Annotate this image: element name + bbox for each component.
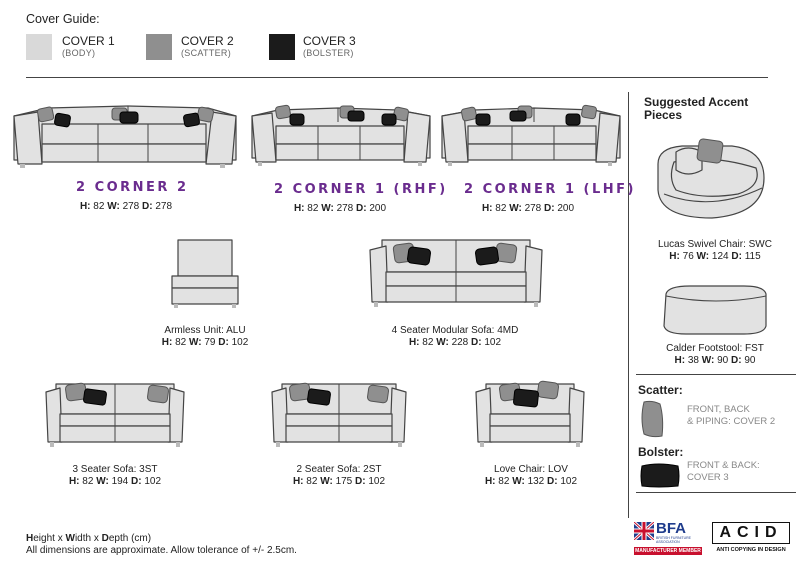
unit-alu-label xyxy=(140,325,270,349)
scatter-desc: FRONT, BACK & PIPING: COVER 2 xyxy=(687,404,776,427)
cover3-name: COVER 3 xyxy=(303,34,356,48)
corner-dims-2c2: H: 82 W: 278 D: 278 xyxy=(79,201,173,212)
cover1-sub: (BODY) xyxy=(62,48,96,58)
unit-3st-dims: H: 82 W: 194 D: 102 xyxy=(68,476,162,487)
unit-4md-dims: H: 82 W: 228 D: 102 xyxy=(408,337,502,348)
cover3-swatch xyxy=(269,34,295,60)
corner-sofa-lhf-image xyxy=(438,100,624,170)
accent-fst-label xyxy=(640,343,790,367)
bfa-main: BFA xyxy=(656,520,686,537)
unit-4md-name: 4 Seater Modular Sofa: 4MD xyxy=(391,325,519,336)
unit-4md-label xyxy=(375,325,535,349)
acid-main: ACID xyxy=(712,522,790,544)
scatter-cushion-shape-icon xyxy=(638,398,668,440)
bolster-heading: Bolster: xyxy=(638,445,684,459)
bfa-logo xyxy=(634,520,702,556)
bolster-cushion-shape-icon xyxy=(638,460,682,490)
corner-dims-rhf: H: 82 W: 278 D: 200 xyxy=(293,203,387,214)
unit-2st-dims: H: 82 W: 175 D: 102 xyxy=(292,476,386,487)
acid-logo xyxy=(708,520,794,556)
accent-fst-name: Calder Footstool: FST xyxy=(666,343,764,354)
corner-title-rhf: 2 CORNER 1 (RHF) xyxy=(274,182,448,197)
footer-dimension-note: Height x Width x Depth (cm) All dimensions are approximate. Allow tolerance of +/- 2.5cm. xyxy=(26,533,297,556)
cover2-sub: (SCATTER) xyxy=(181,48,232,58)
unit-lov-name: Love Chair: LOV xyxy=(494,464,568,475)
sidebar-divider xyxy=(628,92,629,518)
four-seater-image xyxy=(366,234,546,310)
swivel-chair-image xyxy=(652,134,770,226)
unit-2st-label xyxy=(274,464,404,488)
cover-guide-title: Cover Guide: xyxy=(26,12,100,26)
accent-swc-label xyxy=(640,239,790,263)
bfa-small: BRITISH FURNITURE ASSOCIATION xyxy=(656,536,691,544)
scatter-cushion-icon xyxy=(37,106,54,122)
sidebar-divider-2 xyxy=(636,374,796,375)
accent-swc-dims: H: 76 W: 124 D: 115 xyxy=(669,251,761,262)
cover1-swatch xyxy=(26,34,52,60)
cover2-name: COVER 2 xyxy=(181,34,234,48)
cover-guide xyxy=(26,12,386,72)
armless-unit-image xyxy=(168,236,242,312)
bolster-desc: FRONT & BACK: COVER 3 xyxy=(687,460,760,483)
unit-3st-label xyxy=(50,464,180,488)
corner-sofa-rhf-image xyxy=(248,100,434,170)
unit-alu-dims: H: 82 W: 79 D: 102 xyxy=(161,337,249,348)
accent-fst-dims: H: 38 W: 90 D: 90 xyxy=(674,355,756,366)
corner-title-2c2: 2 CORNER 2 xyxy=(76,180,189,195)
three-seater-image xyxy=(42,378,188,450)
bolster-cushion-icon xyxy=(54,113,71,127)
scatter-heading: Scatter: xyxy=(638,383,683,397)
cover1-name: COVER 1 xyxy=(62,34,115,48)
corner-title-lhf: 2 CORNER 1 (LHF) xyxy=(464,182,636,197)
unit-3st-name: 3 Seater Sofa: 3ST xyxy=(72,464,158,475)
love-chair-image xyxy=(472,378,588,450)
unit-lov-label xyxy=(466,464,596,488)
accent-swc-name: Lucas Swivel Chair: SWC xyxy=(658,239,772,250)
unit-lov-dims: H: 82 W: 132 D: 102 xyxy=(484,476,578,487)
accent-title: Suggested Accent Pieces xyxy=(644,95,749,122)
cover2-swatch xyxy=(146,34,172,60)
corner-dims-lhf: H: 82 W: 278 D: 200 xyxy=(481,203,575,214)
two-seater-image xyxy=(268,378,410,450)
union-flag-icon xyxy=(634,522,654,540)
acid-sub: ANTI COPYING IN DESIGN xyxy=(716,547,786,553)
unit-alu-name: Armless Unit: ALU xyxy=(164,325,246,336)
cover3-sub: (BOLSTER) xyxy=(303,48,354,58)
corner-sofa-2c2-image xyxy=(8,98,240,172)
footstool-image xyxy=(660,282,770,338)
bfa-member: MANUFACTURER MEMBER xyxy=(635,548,701,554)
sidebar-divider-3 xyxy=(636,492,796,493)
unit-2st-name: 2 Seater Sofa: 2ST xyxy=(296,464,382,475)
header-divider xyxy=(26,77,768,78)
